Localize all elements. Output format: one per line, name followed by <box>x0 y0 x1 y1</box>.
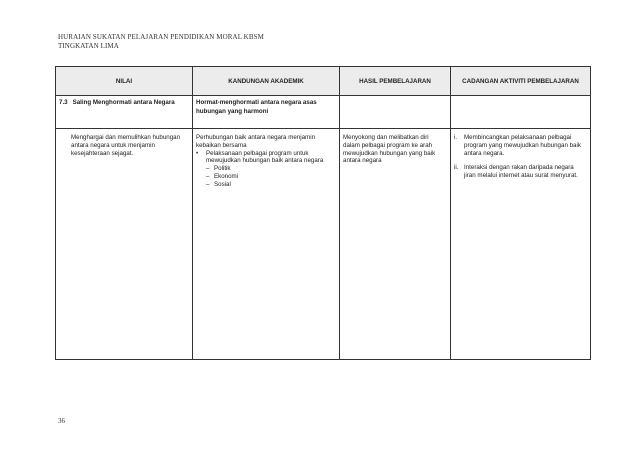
table-header-row <box>56 67 591 96</box>
header-title: HURAIAN SUKATAN PELAJARAN PENDIDIKAN MORAL KBSM <box>58 33 264 41</box>
dash-icon: – <box>206 180 210 188</box>
header-subtitle: TINGKATAN LIMA <box>58 42 119 50</box>
kandungan-intro-line: Perhubungan baik antara negara menjamin <box>196 134 316 141</box>
column-header-hasil: HASIL PEMBELAJARAN <box>340 67 451 96</box>
nilai-title: Saling Menghormati antara Negara <box>72 99 175 106</box>
kandungan-sub-item <box>196 173 336 181</box>
table-row-content <box>56 129 591 360</box>
nilai-description-line: Menghargai dan memulihkan hubungan <box>71 134 181 141</box>
kandungan-sub-item <box>196 181 336 189</box>
table-row-headings <box>56 96 591 129</box>
hasil-line: Menyokong dan melibatkan diri <box>343 134 429 141</box>
kandungan-heading-cell <box>193 96 340 129</box>
nilai-content-cell <box>56 129 193 360</box>
item-number: i. <box>454 134 458 141</box>
cadangan-line: antara negara. <box>464 149 505 157</box>
kandungan-bullet-line: mewujudkan hubungan baik antara negara <box>206 157 324 165</box>
kandungan-heading-line: Hormat-menghormati antara negara asas <box>196 99 317 106</box>
column-header-nilai: NILAI <box>56 67 193 96</box>
sub-item-label: Sosial <box>214 180 231 188</box>
nilai-number: 7.3 <box>59 99 68 106</box>
hasil-heading-cell <box>340 96 451 129</box>
cadangan-line: Membincangkan pelaksanaan pelbagai <box>464 134 572 141</box>
cadangan-line: program yang mewujudkan hubungan baik <box>464 141 581 149</box>
hasil-content-cell <box>340 129 451 360</box>
document-header <box>58 33 264 51</box>
column-header-kandungan: KANDUNGAN AKADEMIK <box>193 67 340 96</box>
dash-icon: – <box>206 165 210 173</box>
nilai-description-line: antara negara untuk menjamin <box>71 141 155 149</box>
nilai-description <box>59 134 189 157</box>
nilai-description-line: kesejahteraan sejagat. <box>71 149 134 157</box>
dash-icon: – <box>206 172 210 180</box>
column-header-cadangan: CADANGAN AKTIVITI PEMBELAJARAN <box>451 67 591 96</box>
cadangan-heading-cell <box>451 96 591 129</box>
kandungan-content-cell <box>193 129 340 360</box>
cadangan-item <box>454 134 587 157</box>
sub-item-label: Politik <box>214 165 231 173</box>
syllabus-table <box>55 66 591 360</box>
cadangan-line: Interaksi dengan rakan daripada negara <box>464 164 574 172</box>
cadangan-item <box>454 164 587 180</box>
kandungan-bullet-line: Pelaksanaan pelbagai program untuk <box>206 149 309 157</box>
page-number: 36 <box>58 417 65 425</box>
kandungan-sub-item <box>196 165 336 173</box>
kandungan-bullet <box>196 150 336 166</box>
sub-item-label: Ekonomi <box>214 172 239 180</box>
nilai-heading-cell <box>56 96 193 129</box>
cadangan-line: jiran melalui internet atau surat menyurat. <box>464 172 578 180</box>
bullet-icon: • <box>196 149 199 157</box>
kandungan-heading-line: hubungan yang harmoni <box>196 108 269 115</box>
hasil-line: antara negara <box>343 157 382 165</box>
hasil-line: dalam pelbagai program ke arah <box>343 141 433 149</box>
cadangan-content-cell <box>451 129 591 360</box>
hasil-line: mewujudkan hubungan yang baik <box>343 149 436 157</box>
kandungan-intro-line: kebaikan bersama <box>196 141 247 149</box>
item-number: ii. <box>454 164 459 172</box>
